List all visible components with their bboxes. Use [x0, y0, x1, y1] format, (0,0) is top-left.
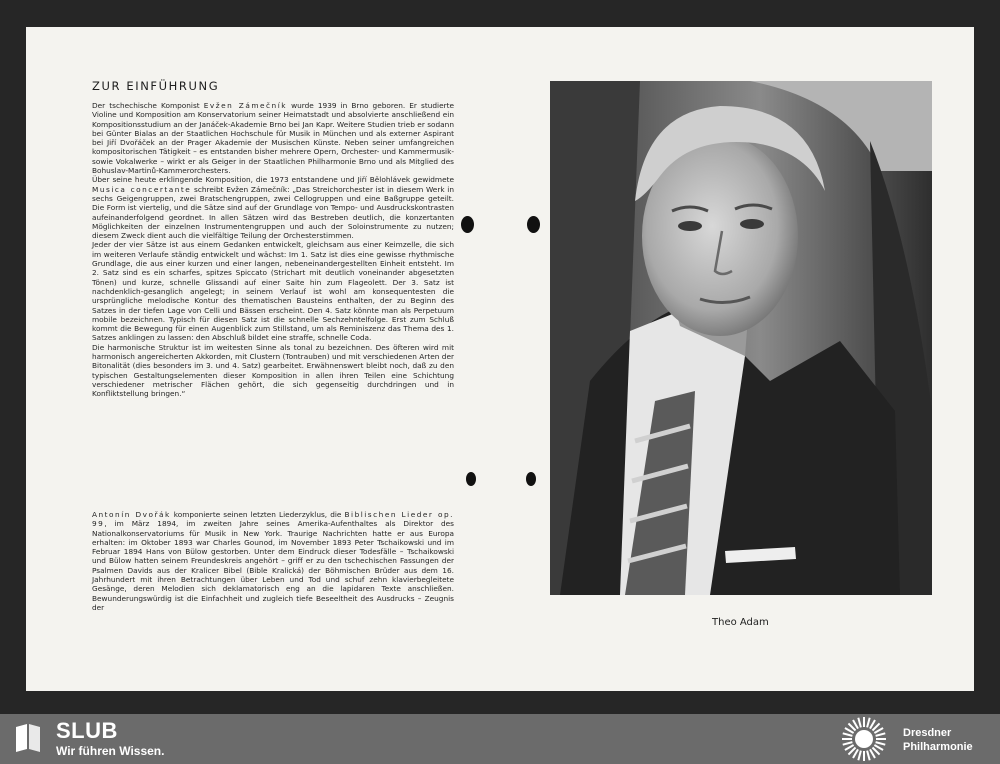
- composer-name: Evžen Zámečník: [203, 101, 288, 110]
- punch-hole: [461, 216, 474, 233]
- dvorak-name: Antonín Dvořák: [92, 510, 171, 519]
- partner-name-line2: Philharmonie: [903, 741, 973, 753]
- logo-ray: [876, 742, 886, 745]
- logo-ray: [848, 747, 855, 754]
- logo-ray: [872, 723, 879, 730]
- punch-hole: [527, 216, 540, 233]
- partner-name-line1: Dresdner: [903, 727, 952, 739]
- dresdner-philharmonie-logo-icon: [838, 715, 890, 763]
- logo-ray: [876, 733, 886, 736]
- logo-ray: [848, 723, 855, 730]
- text-column-lower: [92, 510, 454, 612]
- logo-ray: [867, 751, 870, 761]
- footer-bar: [0, 714, 1000, 764]
- portrait-image: [550, 81, 932, 595]
- page-heading: ZUR EINFÜHRUNG: [92, 79, 220, 93]
- logo-ray: [843, 733, 853, 736]
- logo-ray: [874, 745, 883, 750]
- punch-hole: [526, 472, 536, 486]
- paragraph-composer-bio: Der tschechische Komponist Evžen Zámečník wurde 1939 in Brno geboren. Er studierte Violine und Komposition am Konservatorium seiner Heimatstadt und absolvierte anschließend ein Kompositionsstudium an der Janáček-Akademie Brno bei Jan Kapr. Weitere Studien trieb er sodann bei Günter Bialas an der Staatlichen Hochschule für Musik in München und als externer Aspirant bei Jiří Dvořáček an der Prager Akademie der Musischen Künste. Neben seiner umfangreichen kompositorischen Tätigkeit – es entstanden bisher mehrere Opern, Orchester- und Kammermusik- sowie Vokalwerke – wirkt er als Geiger in der Staatlichen Philharmonie Brno und als Mitglied des Bohuslav-Martinů-Kammerorchesters.: [92, 101, 455, 176]
- slub-logo-icon: [14, 722, 42, 752]
- logo-ray: [845, 728, 854, 733]
- work-title: Musica concertante: [92, 184, 192, 194]
- logo-ray: [872, 747, 879, 754]
- paragraph-movements: Jeder der vier Sätze ist aus einem Gedanken entwickelt, gleichsam aus einer Keimzelle, die sich im weiteren Verlaufe ständig entwickelt und wächst: Im 1. Satz ist dies eine gewisse rhythmische Grundlage, die aus einer kurzen und einer langen, nebeneinandergestellten Einheit entsteht. Im 2. Satz sind es ein scharfes, spitzes Spiccato (Strichart mit deutlich voneinander abgesetzten Tönen) und kurze, schnelle Glissandi auf einer Saite hin zum Flageolett. Der 3. Satz ist nachdenklich-gesanglich angelegt; in seinem Verlauf ist wohl am konsequentesten die ursprüngliche melodische Kontur des thematischen Bausteins enthalten, der zu Beginn des Satzes in der tiefen Lage von Celli und Bässen erscheint. Den 4. Satz könnte man als Perpetuum mobile bezeichnen. Typisch für diesen Satz ist die schnelle Sechzehntelfolge. Erst zum Schluß kommt die Bewegung für einen Augenblick zum Stillstand, um als Reminiszenz das Thema des 1. Satzes anklingen zu lassen: den Abschluß bildet eine straffe, schnelle Coda.: [92, 240, 454, 343]
- logo-ray: [874, 728, 883, 733]
- portrait-photo: [550, 81, 932, 595]
- logo-ray: [870, 749, 875, 758]
- logo-ray: [867, 718, 870, 728]
- photo-caption: Theo Adam: [712, 617, 769, 628]
- logo-ray: [843, 742, 853, 745]
- paragraph-work-intro: Über seine heute erklingende Komposition, die 1973 entstandene und Jiří Bělohlávek gewidmete Musica concertante schreibt Evžen Zámečník: „Das Streichorchester ist in diesem Werk in sechs Geigengruppen, zwei Bratschengruppen, zwei Cellogruppen und eine Baßgruppe geteilt. Die Form ist viertelig, und die Sätze sind auf der Grundlage von Tempo- und Ausdruckskontrasten aufeinanderfolgend geordnet. In allen Sätzen wird das Bestreben deutlich, die konzertanten Möglichkeiten der einzelnen Instrumentengruppen und auch der Soloinstrumente zu nutzen; diesem Zweck dient auch die vielfältige Teilung der Orchesterstimmen.: [92, 175, 454, 241]
- logo-ray: [858, 751, 861, 761]
- slub-name: SLUB: [56, 718, 118, 743]
- logo-ray: [853, 749, 858, 758]
- logo-ray: [853, 720, 858, 729]
- punch-hole: [466, 472, 476, 486]
- slub-tagline: Wir führen Wissen.: [56, 744, 165, 758]
- paragraph-harmony: Die harmonische Struktur ist im weitesten Sinne als tonal zu bezeichnen. Des öfteren wird mit harmonisch angereicherten Akkorden, mit Clustern (Tontrauben) und mit verschiedenen Arten der Bitonalität (dies besonders im 3. und 4. Satz) gearbeitet. Erwähnenswert bleibt noch, daß zu den typischen Gestaltungselementen dieser Komposition in allen ihren Teilen eine Schichtung verschiedener metrischer Flächen gehört, die sich gegenseitig durchdringen und in Konfliktstellung bringen.“: [92, 342, 454, 399]
- text-column-upper: [92, 101, 454, 399]
- song-cycle-title: Biblischen Lieder op. 99: [92, 510, 454, 529]
- logo-ray: [845, 745, 854, 750]
- logo-ray: [870, 720, 875, 729]
- paragraph-dvorak: Antonín Dvořák komponierte seinen letzten Liederzyklus, die Biblischen Lieder op. 99, im März 1894, im zweiten Jahre seines Amerika-Aufenthaltes als Direktor des Nationalkonservatoriums für Musik in New York. Traurige Nachrichten hatte er aus Europa erhalten: im Oktober 1893 war Charles Gounod, im November 1893 Peter Tschaikowski und im Februar 1894 Hans von Bülow gestorben. Unter dem Eindruck dieser Todesfälle – Tschaikowski und Bülow hatten seinem Freundeskreis angehört – griff er zu den tschechischen Fassungen der Psalmen Davids aus der Kralicer Bibel (Bible Kralická) der Böhmischen Brüder aus dem 16. Jahrhundert mit ihren Betrachtungen über Leben und Tod und schuf zehn klavierbegleitete Gesänge, deren Melodien sich deklamatorisch eng an die lapidaren Texte anschließen. Bewunderungswürdig ist die Einfachheit und zugleich tiefe Beseeltheit des Ausdrucks – Zeugnis der: [92, 510, 454, 612]
- logo-ray: [858, 718, 861, 728]
